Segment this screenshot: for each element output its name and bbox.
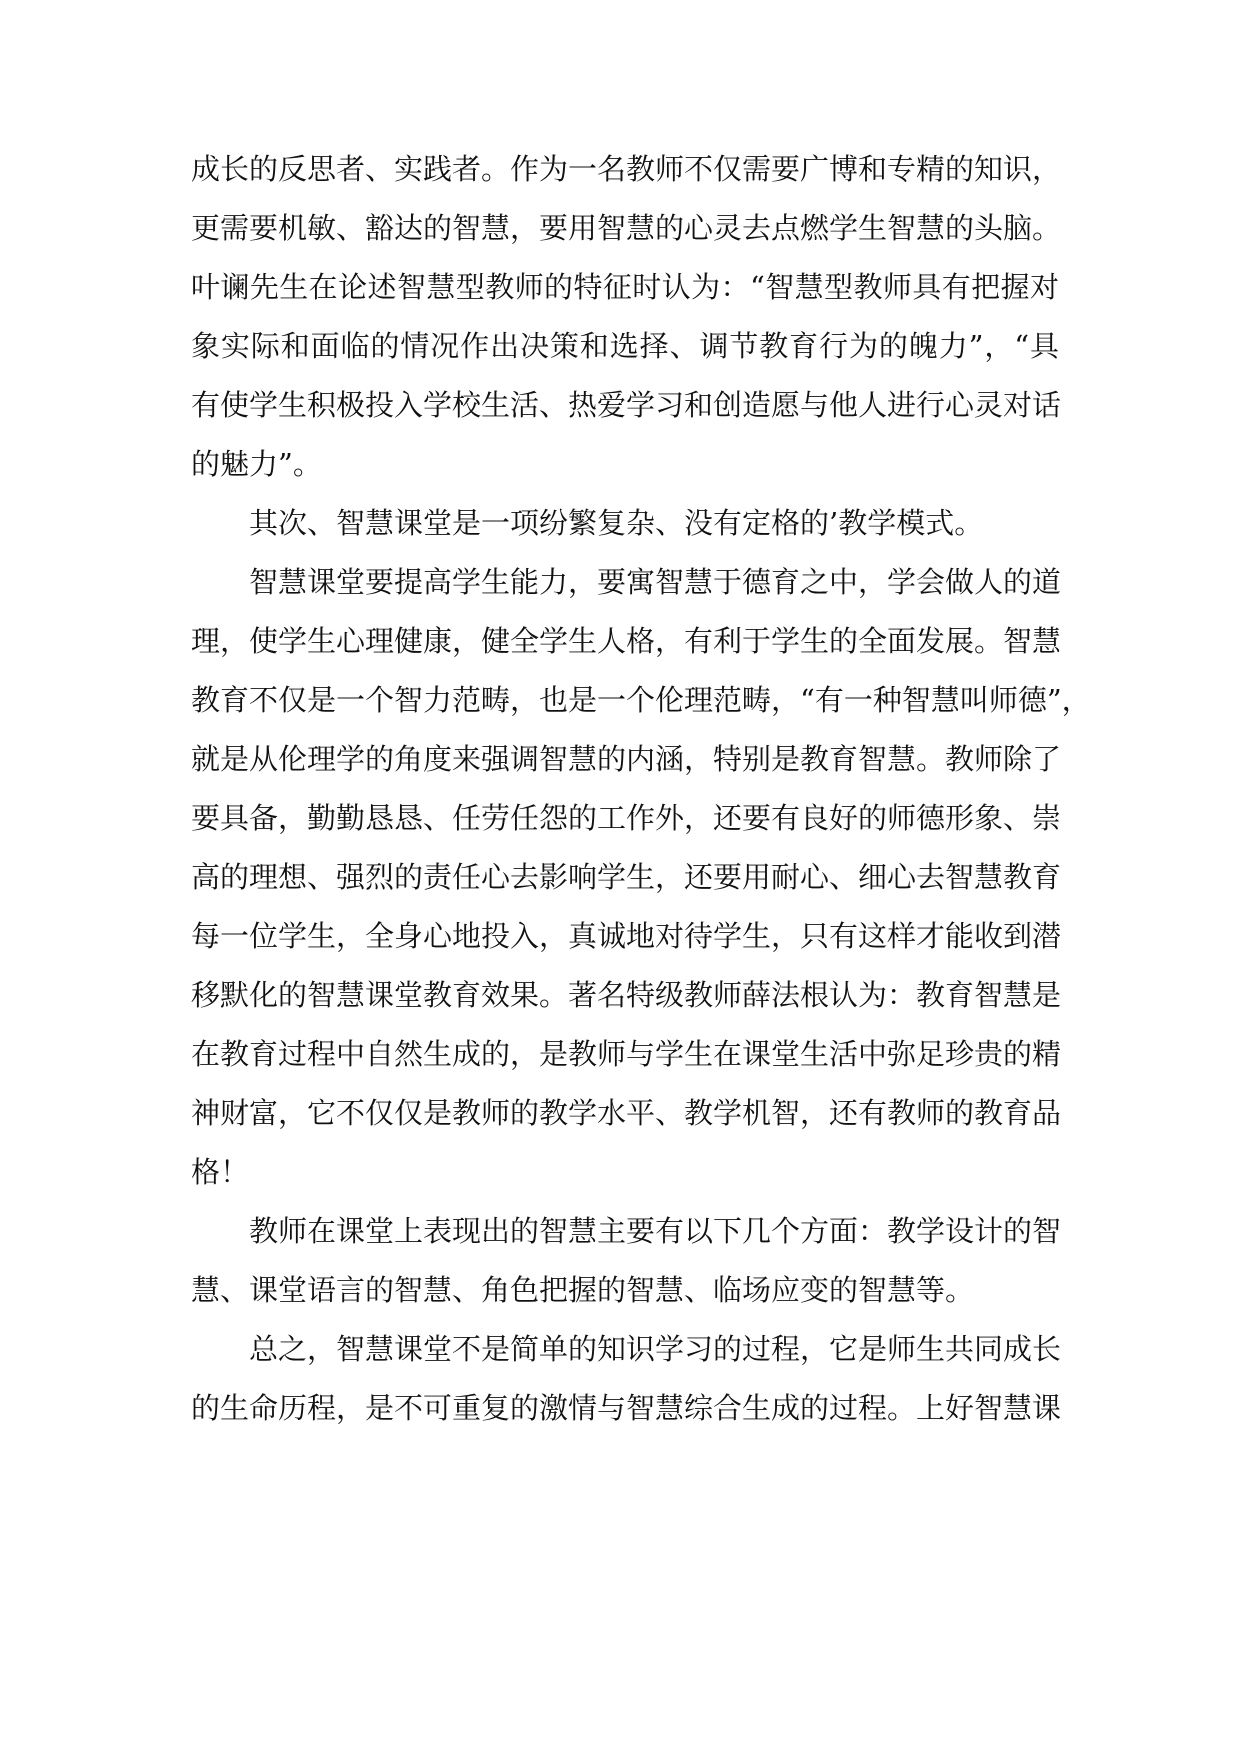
text-line-20: 慧、课堂语言的智慧、角色把握的智慧、临场应变的智慧等。 bbox=[191, 1273, 975, 1307]
text-line-4: 象实际和面临的情况作出决策和选择、调节教育行为的魄力”，“具 bbox=[191, 329, 1059, 363]
text-line-16: 在教育过程中自然生成的，是教师与学生在课堂生活中弥足珍贵的精 bbox=[191, 1037, 1062, 1071]
text-line-13: 高的理想、强烈的责任心去影响学生，还要用耐心、细心去智慧教育 bbox=[191, 860, 1062, 894]
text-line-15: 移默化的智慧课堂教育效果。著名特级教师薛法根认为：教育智慧是 bbox=[191, 978, 1062, 1012]
text-line-21: 总之，智慧课堂不是简单的知识学习的过程，它是师生共同成长 bbox=[249, 1332, 1062, 1366]
body-text bbox=[191, 140, 1091, 1438]
text-line-14: 每一位学生，全身心地投入，真诚地对待学生，只有这样才能收到潜 bbox=[191, 919, 1062, 953]
text-line-18: 格！ bbox=[191, 1155, 250, 1189]
text-line-5: 有使学生积极投入学校生活、热爱学习和创造愿与他人进行心灵对话 bbox=[191, 388, 1062, 422]
text-line-11: 就是从伦理学的角度来强调智慧的内涵，特别是教育智慧。教师除了 bbox=[191, 742, 1062, 776]
text-line-9: 理，使学生心理健康，健全学生人格，有利于学生的全面发展。智慧 bbox=[191, 624, 1062, 658]
text-line-6: 的魅力”。 bbox=[191, 447, 322, 481]
text-line-3: 叶谰先生在论述智慧型教师的特征时认为：“智慧型教师具有把握对 bbox=[191, 270, 1059, 304]
text-line-1: 成长的反思者、实践者。作为一名教师不仅需要广博和专精的知识， bbox=[191, 152, 1062, 186]
text-line-2: 更需要机敏、豁达的智慧，要用智慧的心灵去点燃学生智慧的头脑。 bbox=[191, 211, 1062, 245]
text-line-8: 智慧课堂要提高学生能力，要寓智慧于德育之中，学会做人的道 bbox=[249, 565, 1062, 599]
text-line-7: 其次、智慧课堂是一项纷繁复杂、没有定格的’教学模式。 bbox=[249, 506, 984, 540]
text-line-17: 神财富，它不仅仅是教师的教学水平、教学机智，还有教师的教育品 bbox=[191, 1096, 1062, 1130]
text-line-22: 的生命历程，是不可重复的激情与智慧综合生成的过程。上好智慧课 bbox=[191, 1391, 1062, 1425]
text-line-19: 教师在课堂上表现出的智慧主要有以下几个方面：教学设计的智 bbox=[249, 1214, 1062, 1248]
text-line-12: 要具备，勤勤恳恳、任劳任怨的工作外，还要有良好的师德形象、崇 bbox=[191, 801, 1062, 835]
text-line-10: 教育不仅是一个智力范畴，也是一个伦理范畴，“有一种智慧叫师德”， bbox=[191, 683, 1091, 717]
